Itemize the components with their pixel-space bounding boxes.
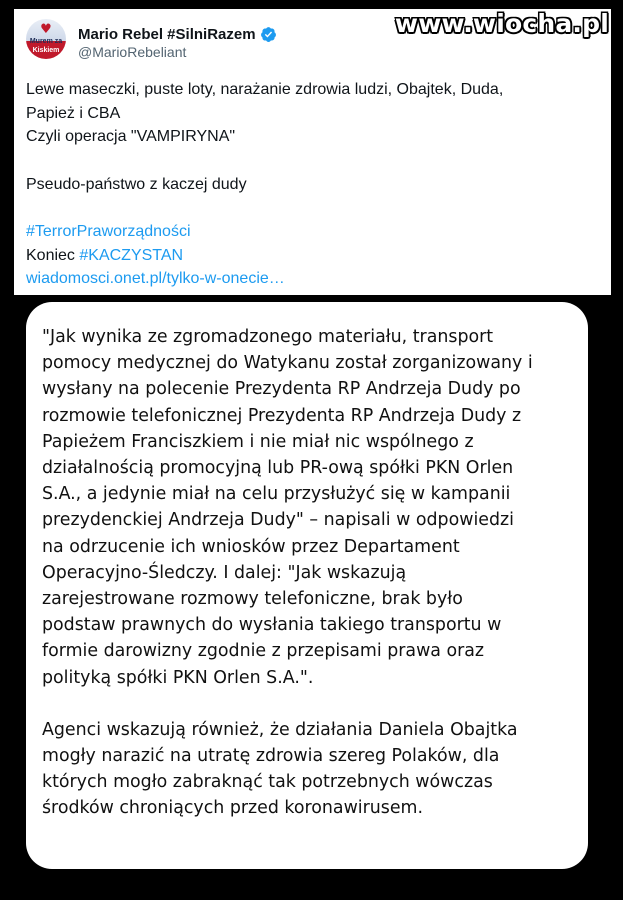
author-row [78,24,277,44]
article-line: "Jak wynika ze zgromadzonego materiału, transport [42,327,494,347]
heart-icon: ♥ [40,22,52,37]
author-handle[interactable]: @MarioRebeliant [78,44,187,60]
avatar-text-1: Murem za [29,38,63,45]
article-link[interactable]: wiadomosci.onet.pl/tylko-w-onecie… [26,270,285,287]
article-line: polityką spółki PKN Orlen S.A.". [42,667,314,688]
article-line: środków chroniących przed koronawirusem. [42,798,424,819]
article-line: mogły narazić na utratę zdrowia szereg Polaków, dla [42,746,500,767]
article-line: zarejestrowane rozmowy telefoniczne, brak było [42,589,463,610]
tweet-line: Pseudo-państwo z kaczej dudy [26,175,247,193]
tweet-card [14,9,611,295]
article-line: których mogło zabraknąć tak potrzebnych wówczas [42,772,493,793]
tweet-line: Papież i CBA [26,104,121,122]
tweet-text [26,78,602,291]
article-line: rozmowie telefonicznej Prezydenta RP Andrzeja Dudy z [42,405,522,426]
article-line: wysłany na polecenie Prezydenta RP Andrzeja Dudy po [42,379,521,400]
avatar-text-2: Kiskiem [32,47,60,54]
article-line: działalnością promocyjną lub PR-ową spółki PKN Orlen [42,458,514,479]
hashtag-link[interactable]: #TerrorPraworządności [26,223,191,240]
tweet-line: Czyli operacja "VAMPIRYNA" [26,128,236,145]
avatar[interactable] [26,19,66,59]
article-line: Papieżem Franciszkiem i nie miał nic wspólnego z [42,431,474,452]
article-line: S.A., a jedynie miał na celu przysłużyć się w kampanii [42,484,511,505]
article-line: na odrzucenie ich wniosków przez Departament [42,536,460,557]
tweet-line: Koniec [26,246,80,264]
article-line: prezydenckiej Andrzeja Dudy" – napisali w odpowiedzi [42,510,514,531]
article-line: Operacyjno-Śledczy. I dalej: "Jak wskazują [42,562,407,583]
verified-badge-icon [260,26,277,43]
article-line: formie darowizny zgodnie z przepisami prawa oraz [42,641,485,662]
article-text [42,324,582,822]
article-line: pomocy medycznej do Watykanu został zorganizowany i [42,353,533,374]
article-paragraph-2 [42,717,582,822]
display-name[interactable]: Mario Rebel #SilniRazem [78,25,256,43]
hashtag-link[interactable]: #KACZYSTAN [79,246,184,264]
article-quote-card [26,302,588,869]
article-line: Agenci wskazują również, że działania Daniela Obajtka [42,719,518,740]
article-line: podstaw prawnych do wysłania takiego transportu w [42,615,502,636]
article-paragraph-1 [42,324,582,691]
tweet-line: Lewe maseczki, puste loty, narażanie zdrowia ludzi, Obajtek, Duda, [26,81,504,98]
watermark-logo: www.wiocha.pl [394,9,609,38]
